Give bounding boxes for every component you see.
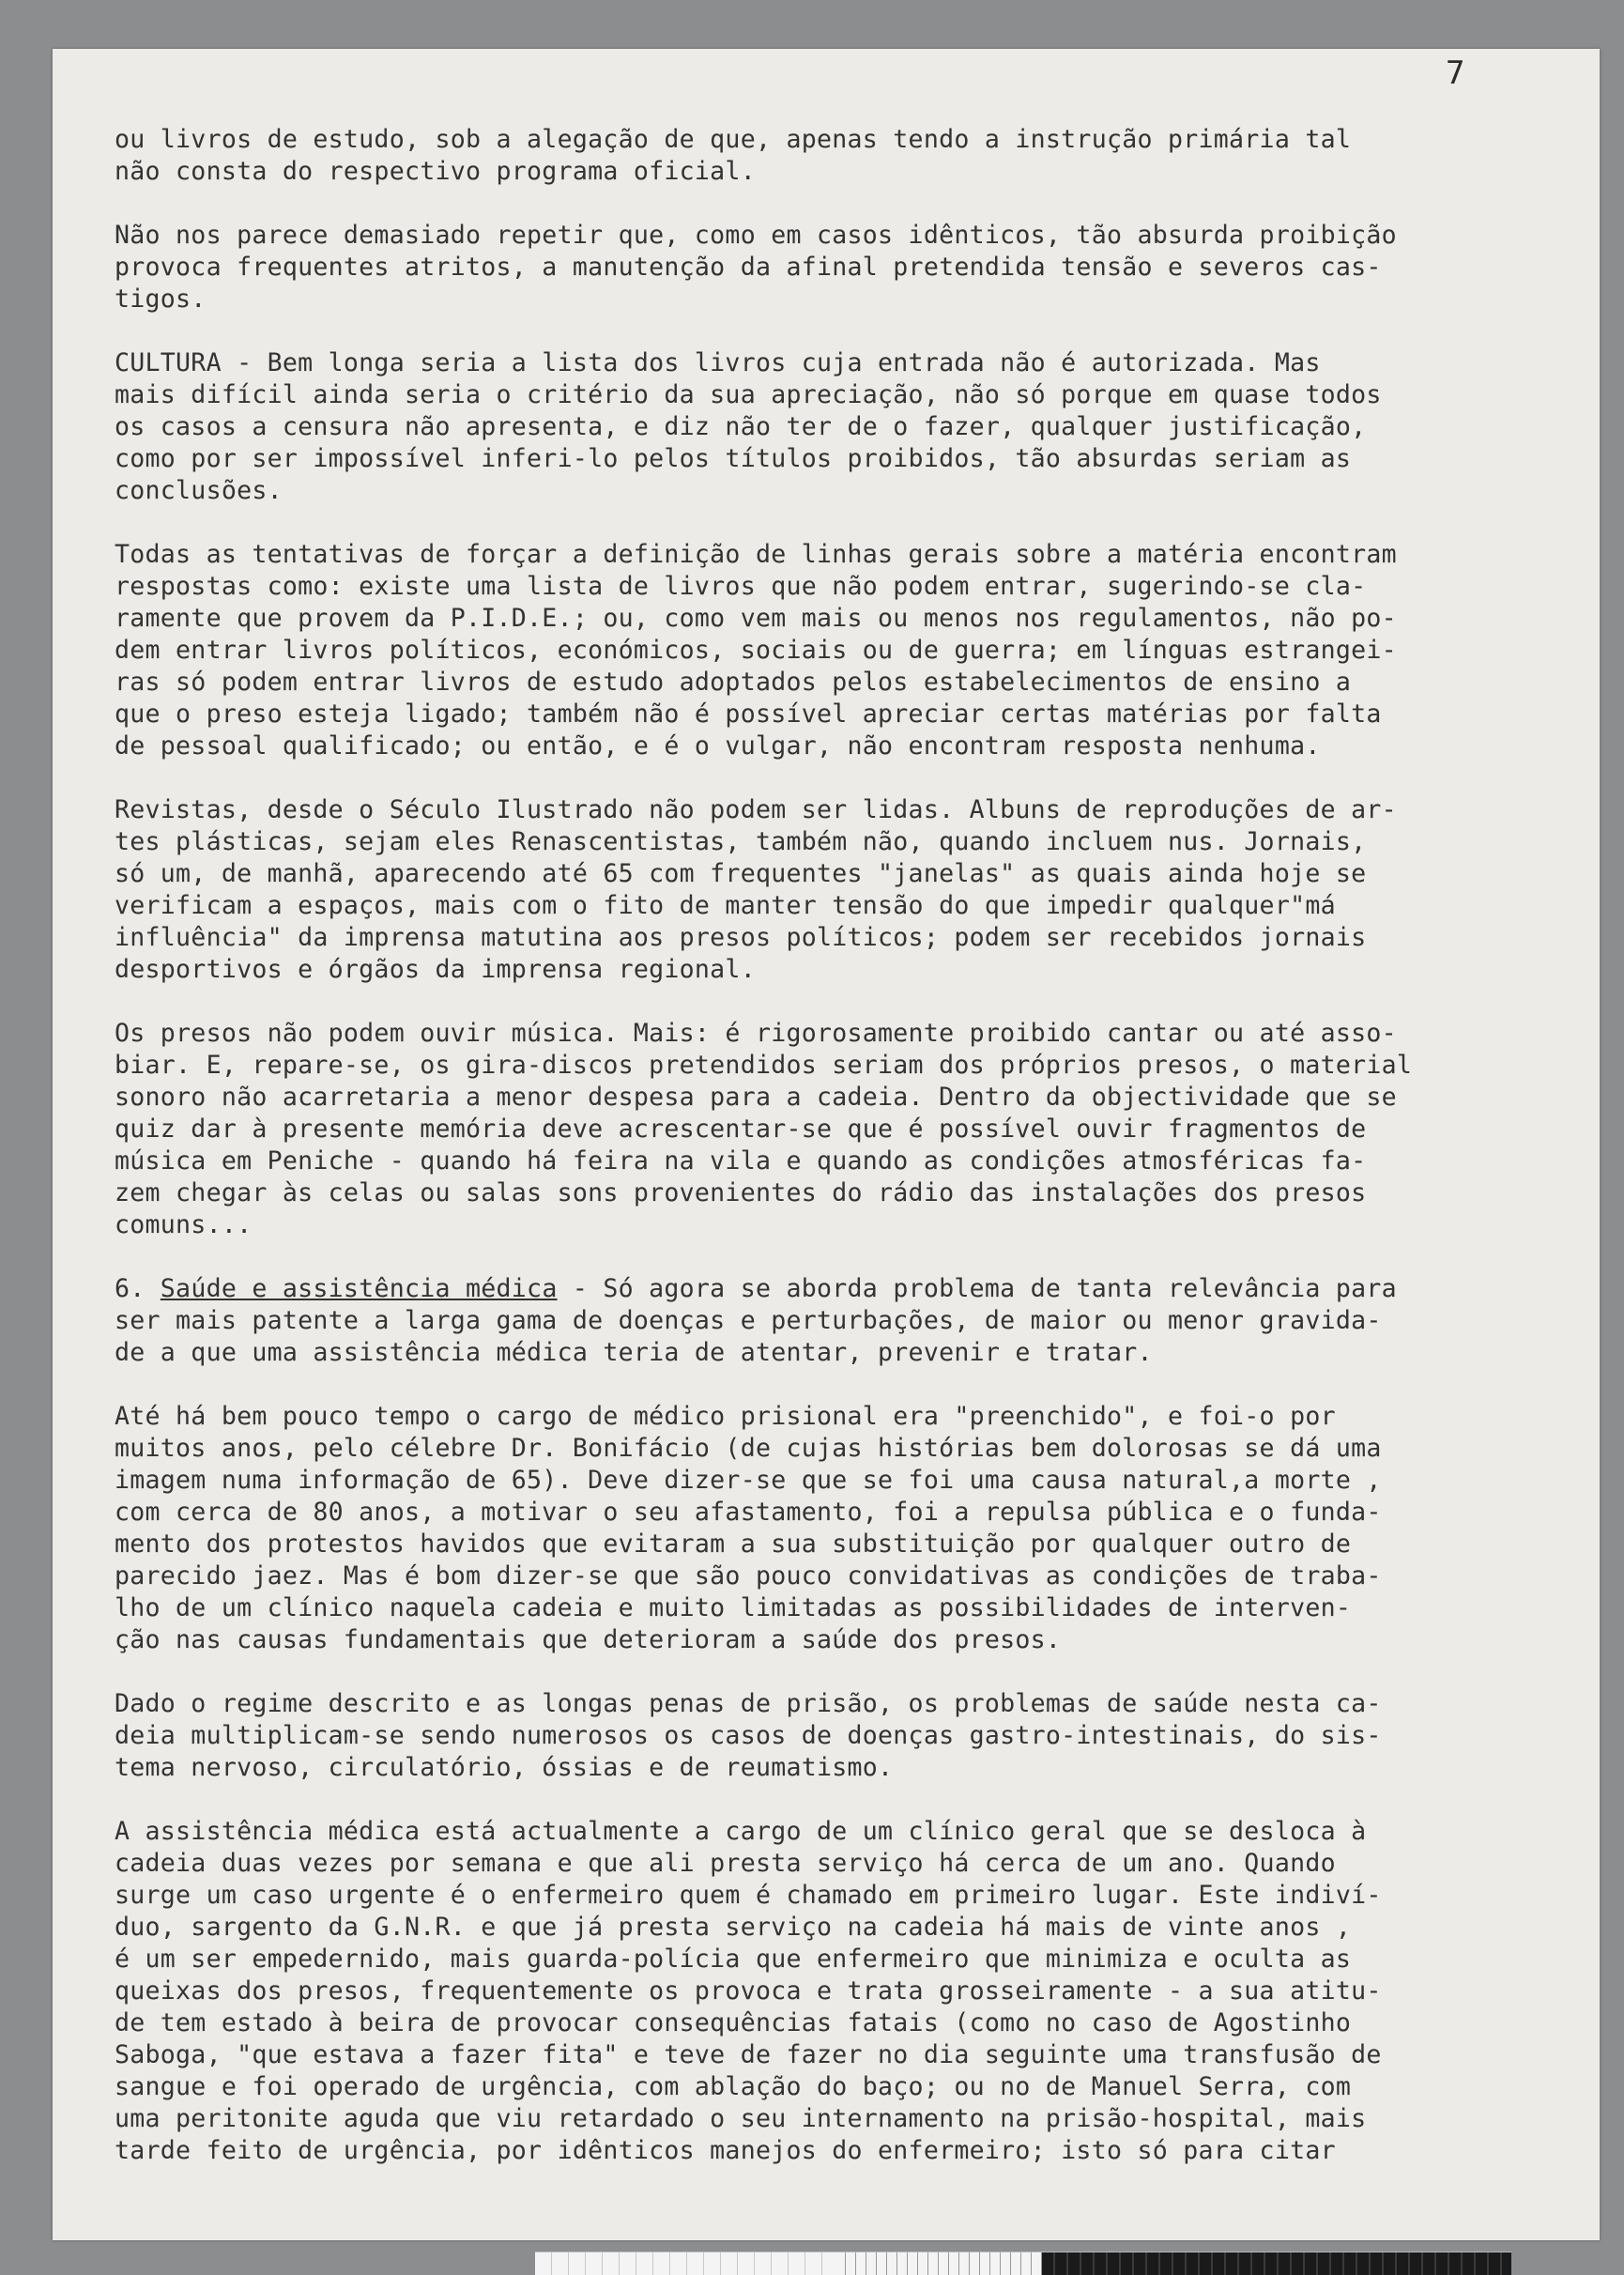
text-line: Todas as tentativas de forçar a definição de linhas gerais sobre a matéria encontram — [115, 540, 1397, 569]
text-line: não consta do respectivo programa oficial. — [115, 157, 756, 186]
text-line: influência" da imprensa matutina aos presos políticos; podem ser recebidos jornais — [115, 923, 1367, 952]
text-line: é um ser empedernido, mais guarda-polícia que enfermeiro que minimiza e oculta as — [115, 1945, 1352, 1974]
text-line: sonoro não acarretaria a menor despesa para a cadeia. Dentro da objectividade que se — [115, 1083, 1397, 1112]
paragraph — [115, 347, 1579, 507]
text-line: ou livros de estudo, sob a alegação de que, apenas tendo a instrução primária tal — [115, 125, 1352, 154]
text-line: como por ser impossível inferi-lo pelos títulos proibidos, tão absurdas seriam as — [115, 444, 1352, 473]
paragraph — [115, 539, 1579, 762]
text-line: mento dos protestos havidos que evitaram a sua substituição por qualquer outro de — [115, 1529, 1352, 1559]
scale-ruler-dark-segment — [1042, 2252, 1511, 2275]
text-line: - Só agora se aborda problema de tanta relevância para — [557, 1274, 1397, 1303]
text-line: Saboga, "que estava a fazer fita" e teve de fazer no dia seguinte uma transfusão de — [115, 2040, 1382, 2069]
text-line: tes plásticas, sejam eles Renascentistas, também não, quando incluem nus. Jornais, — [115, 827, 1367, 856]
paragraph — [115, 1816, 1579, 2167]
text-line: mais difícil ainda seria o critério da sua apreciação, não só porque em quase todos — [115, 380, 1382, 409]
text-line: zem chegar às celas ou salas sons provenientes do rádio das instalações dos presos — [115, 1178, 1367, 1207]
text-line: conclusões. — [115, 476, 283, 505]
paragraph — [115, 794, 1579, 986]
text-line: de tem estado à beira de provocar consequências fatais (como no caso de Agostinho — [115, 2008, 1352, 2037]
text-line: queixas dos presos, frequentemente os provoca e trata grosseiramente - a sua atitu- — [115, 1976, 1382, 2006]
text-line: dem entrar livros políticos, económicos, sociais ou de guerra; em línguas estrangei- — [115, 636, 1397, 665]
text-line: verificam a espaços, mais com o fito de manter tensão do que impedir qualquer"má — [115, 891, 1336, 920]
text-line: desportivos e órgãos da imprensa regional. — [115, 955, 756, 984]
paragraph — [115, 124, 1579, 188]
text-line: tarde feito de urgência, por idênticos manejos do enfermeiro; isto só para citar — [115, 2136, 1336, 2165]
text-line: com cerca de 80 anos, a motivar o seu afastamento, foi a repulsa pública e o funda- — [115, 1498, 1382, 1527]
text-line: Os presos não podem ouvir música. Mais: é rigorosamente proibido cantar ou até asso- — [115, 1019, 1397, 1048]
text-line: cadeia duas vezes por semana e que ali presta serviço há cerca de um ano. Quando — [115, 1849, 1336, 1878]
text-line: ras só podem entrar livros de estudo adoptados pelos estabelecimentos de ensino a — [115, 668, 1352, 697]
text-line: Não nos parece demasiado repetir que, como em casos idênticos, tão absurda proibição — [115, 221, 1397, 250]
text-line: só um, de manhã, aparecendo até 65 com frequentes "janelas" as quais ainda hoje se — [115, 859, 1367, 888]
text-line: de a que uma assistência médica teria de atentar, prevenir e tratar. — [115, 1338, 1153, 1367]
text-line: A assistência médica está actualmente a cargo de um clínico geral que se desloca à — [115, 1817, 1367, 1846]
text-line: respostas como: existe uma lista de livros que não podem entrar, sugerindo-se cla- — [115, 572, 1367, 601]
paragraph — [115, 1018, 1579, 1241]
text-line: duo, sargento da G.N.R. e que já presta serviço na cadeia há mais de vinte anos , — [115, 1913, 1352, 1942]
text-line: lho de um clínico naquela cadeia e muito limitadas as possibilidades de interven- — [115, 1593, 1352, 1622]
scale-ruler — [535, 2252, 1511, 2275]
scale-ruler-segment — [835, 2252, 1042, 2275]
section-heading: Saúde e assistência médica — [160, 1274, 558, 1303]
text-line: surge um caso urgente é o enfermeiro quem é chamado em primeiro lugar. Este indiví- — [115, 1881, 1382, 1910]
text-line: Dado o regime descrito e as longas penas de prisão, os problemas de saúde nesta ca- — [115, 1689, 1382, 1718]
text-line: Até há bem pouco tempo o cargo de médico prisional era "preenchido", e foi-o por — [115, 1402, 1336, 1431]
text-line: uma peritonite aguda que viu retardado o seu internamento na prisão-hospital, mais — [115, 2104, 1367, 2133]
text-line: provoca frequentes atritos, a manutenção da afinal pretendida tensão e severos cas- — [115, 253, 1382, 282]
text-line: tema nervoso, circulatório, óssias e de reumatismo. — [115, 1753, 894, 1782]
section-number: 6. — [115, 1274, 161, 1303]
paragraph — [115, 1401, 1579, 1656]
text-line: de pessoal qualificado; ou então, e é o vulgar, não encontram resposta nenhuma. — [115, 731, 1321, 761]
text-line: ser mais patente a larga gama de doenças e perturbações, de maior ou menor gravida- — [115, 1306, 1382, 1335]
text-line: os casos a censura não apresenta, e diz não ter de o fazer, qualquer justificação, — [115, 412, 1367, 441]
document-body — [115, 124, 1579, 2167]
text-line: tigos. — [115, 284, 207, 314]
text-line: deia multiplicam-se sendo numerosos os casos de doenças gastro-intestinais, do sis- — [115, 1721, 1382, 1750]
text-line: imagem numa informação de 65). Deve dizer-se que se foi uma causa natural,a morte , — [115, 1466, 1382, 1495]
text-line: CULTURA - Bem longa seria a lista dos livros cuja entrada não é autorizada. Mas — [115, 348, 1321, 377]
page-number: 7 — [1446, 54, 1465, 92]
text-line: muitos anos, pelo célebre Dr. Bonifácio (de cujas histórias bem dolorosas se dá uma — [115, 1434, 1382, 1463]
text-line: sangue e foi operado de urgência, com ablação do baço; ou no de Manuel Serra, com — [115, 2072, 1352, 2101]
text-line: ção nas causas fundamentais que deterioram a saúde dos presos. — [115, 1625, 1062, 1654]
text-line: quiz dar à presente memória deve acrescentar-se que é possível ouvir fragmentos de — [115, 1114, 1367, 1144]
paragraph — [115, 220, 1579, 315]
text-line: comuns... — [115, 1210, 253, 1239]
paragraph — [115, 1273, 1579, 1369]
text-line: que o preso esteja ligado; também não é possível apreciar certas matérias por falta — [115, 699, 1382, 729]
text-line: música em Peniche - quando há feira na vila e quando as condições atmosféricas fa- — [115, 1146, 1367, 1176]
text-line: biar. E, repare-se, os gira-discos pretendidos seriam dos próprios presos, o material — [115, 1051, 1413, 1080]
text-line: parecido jaez. Mas é bom dizer-se que são pouco convidativas as condições de traba- — [115, 1561, 1382, 1591]
text-line: Revistas, desde o Século Ilustrado não podem ser lidas. Albuns de reproduções de ar- — [115, 795, 1397, 824]
paragraph — [115, 1688, 1579, 1784]
text-line: ramente que provem da P.I.D.E.; ou, como vem mais ou menos nos regulamentos, não po- — [115, 604, 1397, 633]
